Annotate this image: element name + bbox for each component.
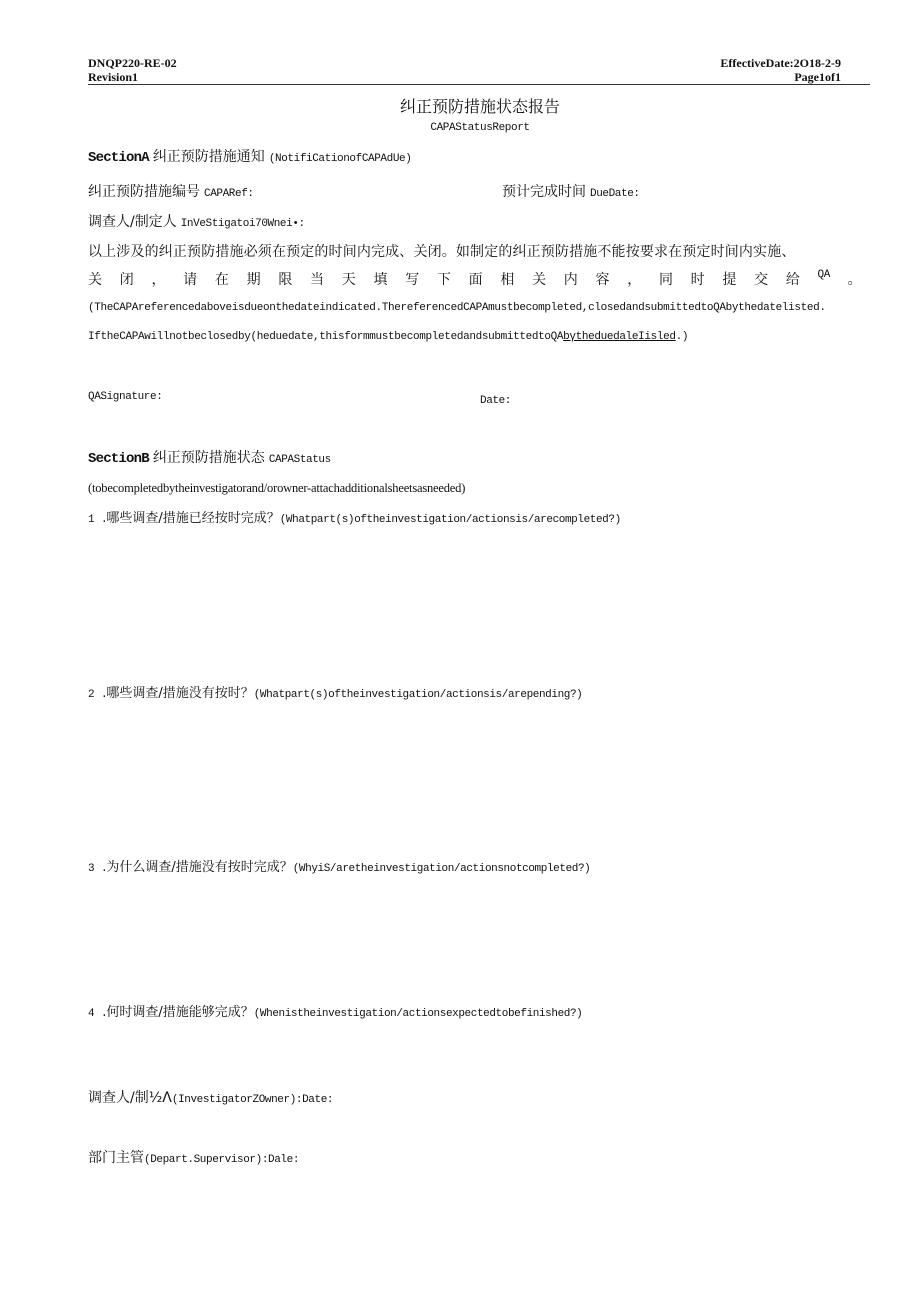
question-2 (88, 682, 582, 702)
notice-char: 。 (847, 272, 862, 288)
question-text-en: (Whenistheinvestigation/actionsexpectedtobefinished?) (253, 1008, 583, 1020)
section-a-heading (88, 146, 411, 166)
supervisor-signoff-cn: 部门主管 (88, 1150, 144, 1166)
notice-char: 在 (214, 272, 229, 288)
effective-date: EffectiveDate:2O18-2-9 (720, 56, 841, 70)
notice-char: 关 (88, 272, 102, 288)
due-date-label-en: DueDate: (590, 188, 640, 200)
notice-en-line-2-underlined: bγtheduedaleIisled (563, 331, 676, 343)
notice-char: 请 (183, 272, 198, 288)
section-b-heading (88, 447, 331, 467)
notice-char: QA (817, 269, 830, 281)
notice-char: 相 (500, 272, 515, 288)
investigator-field (88, 211, 305, 231)
notice-char: 限 (278, 272, 293, 288)
question-text-en: (Whatpart(s)oftheinvestigation/actionsis/arecompleted?) (279, 514, 621, 526)
title-en: CAPAStatusReport (430, 122, 530, 134)
due-date-field (502, 181, 640, 201)
question-1 (88, 507, 621, 527)
notice-char: 交 (754, 272, 769, 288)
section-a-subtitle: (NotifiCationofCAPAdUe) (268, 153, 412, 165)
question-number: 3 (88, 863, 95, 875)
investigator-signoff-en: (InvestigatorZOwner):Date: (171, 1094, 334, 1106)
section-b-subtitle: CAPAStatus (268, 454, 331, 466)
notice-char: 填 (373, 272, 388, 288)
capa-ref-label-cn: 纠正预防措施编号 (88, 184, 200, 200)
notice-en-line-2-end: .) (675, 331, 689, 343)
due-date-label-cn: 预计完成时间 (502, 184, 586, 200)
notice-char: 内 (563, 272, 578, 288)
investigator-label-en: InVeStigatoi70Wnei•: (180, 218, 305, 230)
revision-label: Revision1 (88, 70, 139, 84)
notice-char: 天 (341, 272, 356, 288)
capa-ref-label-en: CAPARef: (204, 188, 254, 200)
question-text-cn: .何时调查/措施能够完成？ (102, 1005, 254, 1020)
question-3 (88, 856, 590, 876)
question-text-cn: .哪些调查/措施没有按时？ (102, 686, 254, 701)
question-text-en: (Whatpart(s)oftheinvestigation/actionsis/arepending?) (253, 689, 583, 701)
notice-char: 面 (468, 272, 483, 288)
supervisor-signoff-en: (Depart.Supervisor):Dale: (144, 1154, 300, 1166)
notice-en-line-1: (TheCAPAreferencedaboveisdueonthedateindicated.ThereferencedCAPAmustbecompleted,closedandsubmittedtoQAbythedatelisted. (88, 302, 826, 314)
notice-line-2 (88, 269, 862, 289)
notice-en-line-2 (88, 331, 688, 343)
question-number: 4 (88, 1008, 95, 1020)
notice-char: 闭 (119, 272, 134, 288)
investigator-signoff-cn: 调查人/制½Λ (88, 1090, 172, 1106)
section-b-instruction: (tobecompletedbytheinvestigatorand/orowner-attachadditionalsheetsasneeded) (88, 481, 466, 495)
question-text-cn: .哪些调查/措施已经按时完成？ (102, 511, 280, 526)
question-text-cn: .为什么调查/措施没有按时完成？ (102, 860, 293, 875)
section-b-label: SectionB (88, 451, 149, 467)
notice-char: 容 (595, 272, 610, 288)
notice-char: 期 (246, 272, 261, 288)
question-text-en: (WhyiS/aretheinvestigation/actionsnotcompleted?) (292, 863, 591, 875)
page-number: Page1of1 (794, 70, 841, 84)
notice-char: 同 (658, 272, 673, 288)
supervisor-signoff (88, 1147, 299, 1167)
question-number: 1 (88, 514, 95, 526)
notice-char: 当 (310, 272, 325, 288)
notice-char: ， (627, 272, 642, 288)
section-a-label: SectionA (88, 150, 149, 166)
question-4 (88, 1001, 582, 1021)
notice-char: 时 (690, 272, 705, 288)
qa-signature-label: QASignature: (88, 391, 163, 403)
capa-ref-field (88, 181, 254, 201)
notice-char: 下 (436, 272, 451, 288)
notice-char: 提 (722, 272, 737, 288)
notice-char: 写 (405, 272, 420, 288)
notice-char: 给 (785, 272, 800, 288)
investigator-label-cn: 调查人/制定人 (88, 214, 177, 230)
qa-date-label: Date: (480, 395, 512, 407)
notice-char: 关 (532, 272, 547, 288)
header-rule (88, 84, 870, 85)
notice-line-1: 以上涉及的纠正预防措施必须在预定的时间内完成、关闭。如制定的纠正预防措施不能按要求在预定时间内实施、 (88, 244, 796, 260)
notice-char: ， (151, 272, 166, 288)
title-cn: 纠正预防措施状态报告 (399, 97, 560, 116)
section-b-title-cn: 纠正预防措施状态 (152, 450, 265, 466)
question-number: 2 (88, 689, 95, 701)
investigator-signoff (88, 1087, 333, 1107)
notice-en-line-2-start: IftheCAPAwillnotbeclosedby(heduedate,thisformmustbecompletedandsubmittedtoQA (88, 331, 564, 343)
section-a-title-cn: 纠正预防措施通知 (152, 149, 265, 165)
document-number: DNQP220-RE-02 (88, 56, 177, 70)
